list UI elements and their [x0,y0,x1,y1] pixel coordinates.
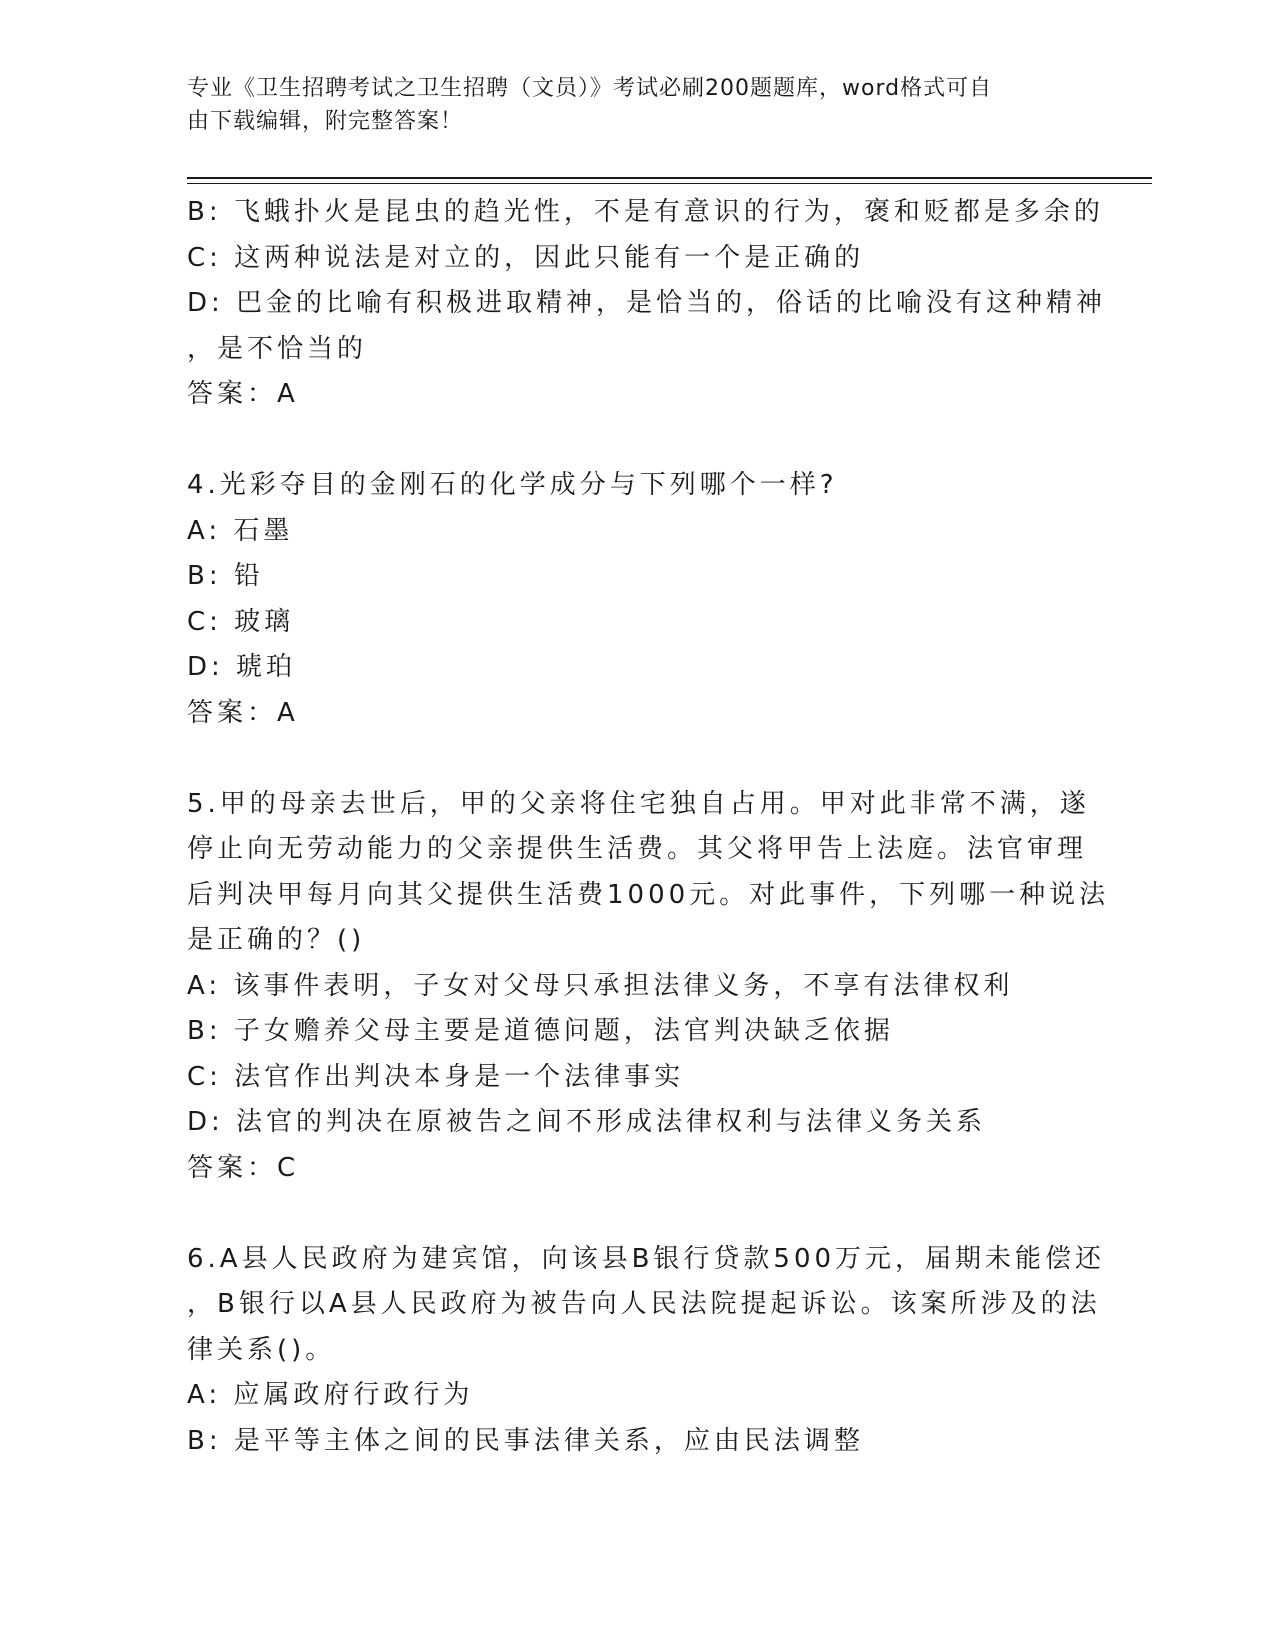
spacer [187,418,1087,464]
q5-answer: 答案：C [187,1152,300,1183]
q4-option-d: D: 琥珀 [187,652,297,682]
q5-question-line-1: 5.甲的母亲去世后，甲的父亲将住宅独自占用。甲对此非常不满，遂 [187,788,1090,819]
q3-option-c: C: 这两种说法是对立的，因此只能有一个是正确的 [187,242,865,273]
q6-question-line-3: 律关系()。 [187,1334,336,1365]
question-5 [187,782,1110,1192]
q4-option-a: A: 石墨 [187,515,294,546]
q6-option-a: A: 应属政府行政行为 [187,1380,474,1410]
header-divider-thick [187,177,1152,179]
header-title-line-1: 专业《卫生招聘考试之卫生招聘（文员）》考试必刷200题题库，word格式可自 [187,76,993,101]
q3-option-d-line-2: ，是不恰当的 [187,333,368,364]
q6-option-b: B: 是平等主体之间的民事法律关系，应由民法调整 [187,1425,864,1456]
q5-question-line-2: 停止向无劳动能力的父亲提供生活费。其父将甲告上法庭。法官审理 [187,834,1088,864]
q5-option-d: D: 法官的判决在原被告之间不形成法律权利与法律义务关系 [187,1107,987,1137]
q6-question-line-1: 6.A县人民政府为建宾馆，向该县B银行贷款500万元，届期未能偿还 [187,1243,1106,1274]
spacer [187,1191,1087,1237]
q5-option-b: B: 子女赡养父母主要是道德问题，法官判决缺乏依据 [187,1016,894,1046]
question-4 [187,463,1087,736]
q4-option-b: B: 铅 [187,561,264,591]
q3-answer: 答案：A [187,379,299,409]
q5-question-line-4: 是正确的？() [187,925,366,955]
q6-question-line-2: ，B银行以A县人民政府为被告向人民法院提起诉讼。该案所涉及的法 [187,1289,1101,1319]
q3-option-d-line-1: D: 巴金的比喻有积极进取精神，是恰当的，俗话的比喻没有这种精神 [187,288,1107,318]
q3-option-b: B: 飞蛾扑火是昆虫的趋光性，不是有意识的行为，褒和贬都是多余的 [187,197,1104,227]
q5-option-c: C: 法官作出判决本身是一个法律事实 [187,1061,685,1092]
document-body [187,190,1110,1464]
document-header [187,72,1087,138]
q5-option-a: A: 该事件表明，子女对父母只承担法律义务，不享有法律权利 [187,970,1014,1001]
question-6 [187,1237,1106,1465]
q4-option-c: C: 玻璃 [187,606,295,637]
spacer [187,736,1087,782]
question-3-tail [187,190,1107,418]
header-title-line-2: 由下载编辑，附完整答案！ [187,109,464,134]
header-divider-thin [187,183,1152,184]
q5-question-line-3: 后判决甲每月向其父提供生活费1000元。对此事件，下列哪一种说法 [187,879,1110,910]
q4-question: 4.光彩夺目的金刚石的化学成分与下列哪个一样? [187,470,838,500]
q4-answer: 答案：A [187,697,299,728]
